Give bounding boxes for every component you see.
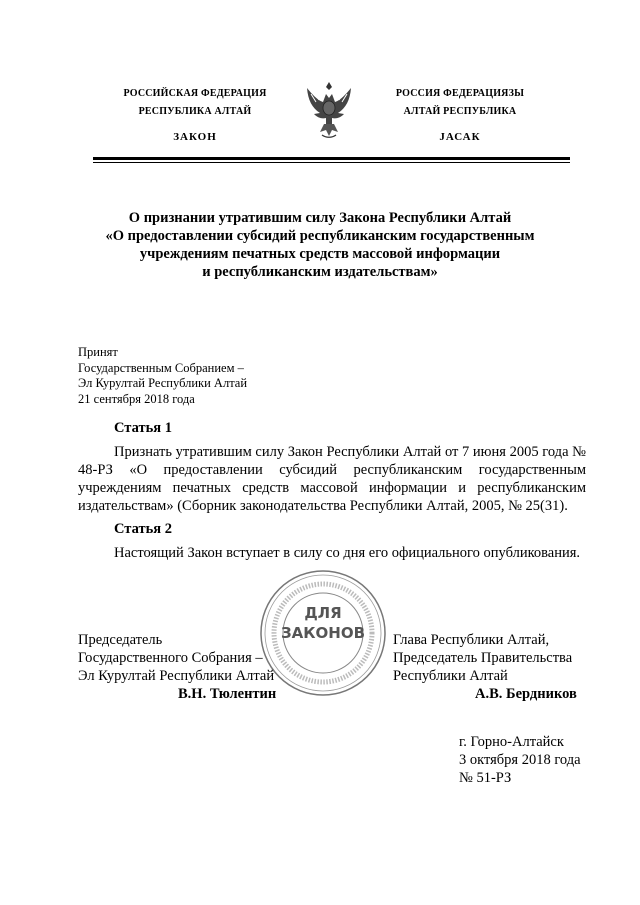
header-divider-top [93,157,570,160]
header-right-doc-type: JАСАК [439,131,481,143]
signature-left-line1: Председатель [78,632,163,648]
law-number: № 51-РЗ [459,770,512,786]
adoption-line1: Принят [78,345,118,359]
adoption-line3: Эл Курултай Республики Алтай [78,376,248,390]
article-1-heading: Статья 1 [114,420,172,436]
law-title-line3: учреждениям печатных средств массовой информации [139,246,501,262]
signature-right-name: А.В. Бердников [475,686,577,702]
article-2-text: Настоящий Закон вступает в силу со дня его официального опубликования. [114,545,581,561]
header-right-line2: АЛТАЙ РЕСПУБЛИКА [403,106,517,117]
place-and-date [459,733,581,787]
header-left-line1: РОССИЙСКАЯ ФЕДЕРАЦИЯ [123,88,267,99]
adoption-line2: Государственным Собранием – [78,360,244,375]
place-city: г. Горно-Алтайск [459,734,564,750]
adoption-date: 21 сентября 2018 года [78,391,195,406]
coat-of-arms-emblem [302,80,356,142]
signature-right-line2: Председатель Правительства [393,650,573,666]
signature-right-line3: Республики Алтай [393,668,508,684]
header-divider-bottom [93,162,570,163]
stamp-line1: ДЛЯ [304,604,342,622]
signature-left-line3: Эл Курултай Республики Алтай [78,668,275,684]
adoption-info [78,345,247,407]
header-left-line2: РЕСПУБЛИКА АЛТАЙ [138,106,252,117]
header-right-line1: РОССИЯ ФЕДЕРАЦИЯЗЫ [395,88,525,99]
law-title-line2: «О предоставлении субсидий республиканским государственным [105,228,535,244]
article-1-text: Признать утратившим силу Закон Республики Алтай от 7 июня 2005 года № 48-РЗ «О предоставлении субсидий республиканским государственным учреждениям печатных средств массовой информации и республиканским издательствам» (Сборник законодательства Республики Алтай, 2005, № 25(31). [78,444,586,514]
header-left-doc-type: ЗАКОН [173,131,217,143]
place-date: 3 октября 2018 года [459,752,581,768]
signature-right-line1: Глава Республики Алтай, [393,632,550,648]
law-title-line1: О признании утратившим силу Закона Республики Алтай [128,210,512,226]
law-title [60,209,580,281]
signature-left-line2: Государственного Собрания – [78,650,263,666]
article-2-heading: Статья 2 [114,521,172,537]
signature-left-name: В.Н. Тюлентин [178,686,277,702]
signature-left [78,631,276,703]
stamp-line2: ЗАКОНОВ [280,624,366,642]
signature-right [393,631,577,703]
law-title-line4: и республиканским издательствам» [202,264,438,280]
